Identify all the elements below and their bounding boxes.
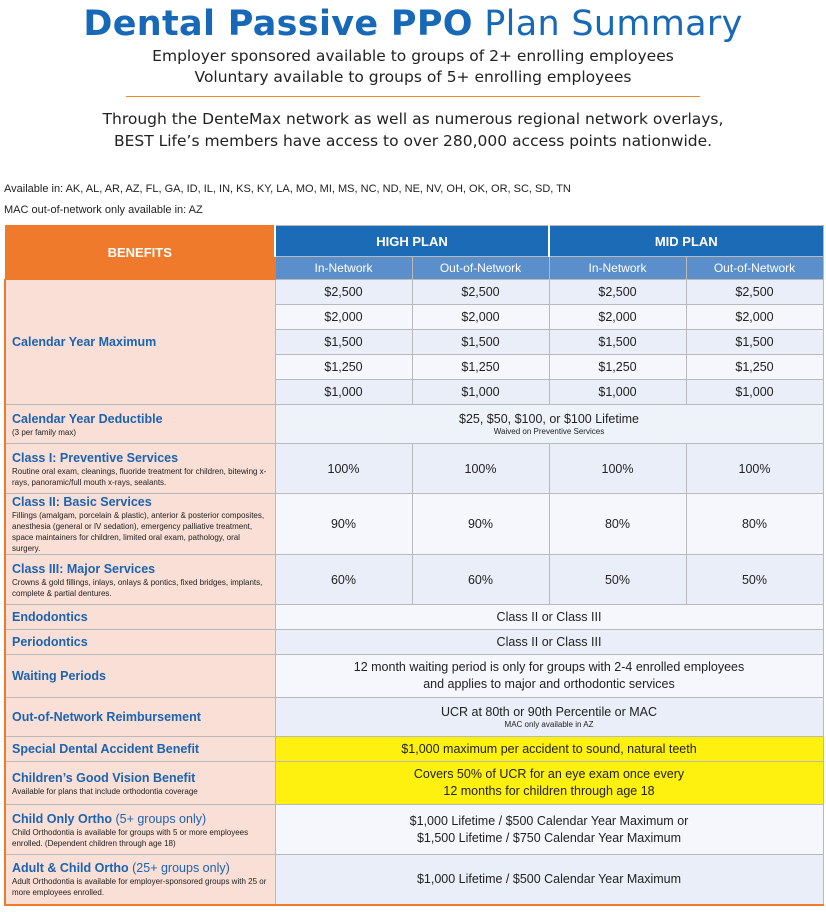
benefit-periodontics <box>5 630 275 655</box>
benefit-deductible <box>5 405 275 444</box>
table-cell: $1,250 <box>686 355 823 380</box>
table-cell: $1,500 <box>549 330 686 355</box>
subtitle-employer: Employer sponsored available to groups of 2+ enrolling employees <box>152 47 674 65</box>
mid-in-network-header: In-Network <box>549 257 686 280</box>
benefit-desc: Adult Orthodontia is available for employer-sponsored groups with 25 or more employees enrolled. <box>12 877 267 898</box>
high-in-network-header: In-Network <box>275 257 412 280</box>
table-cell: $1,500 <box>686 330 823 355</box>
table-cell: $2,000 <box>549 305 686 330</box>
table-cell: $1,500 <box>412 330 549 355</box>
table-cell: 50% <box>549 555 686 605</box>
high-out-network-header: Out-of-Network <box>412 257 549 280</box>
table-cell: 90% <box>275 494 412 555</box>
oon-amount: UCR at 80th or 90th Percentile or MAC <box>440 704 658 719</box>
benefit-name: Calendar Year Maximum <box>12 335 157 349</box>
available-states: Available in: AK, AL, AR, AZ, FL, GA, ID, IL, IN, KS, KY, LA, MO, MI, MS, NC, ND, NE, NV, OH, OK, OR, SC, SD, TN <box>4 183 571 195</box>
vision-line-1: Covers 50% of UCR for an eye exam once every <box>413 767 685 781</box>
subtitle-voluntary: Voluntary available to groups of 5+ enrolling employees <box>194 68 632 86</box>
child-ortho-line-2: $1,500 Lifetime / $750 Calendar Year Maximum <box>416 830 682 845</box>
benefit-desc: (3 per family max) <box>12 427 77 437</box>
table-cell: 100% <box>412 444 549 494</box>
benefit-adult-ortho <box>5 855 275 905</box>
table-cell: $1,250 <box>275 355 412 380</box>
benefit-name: Class I: Preventive Services <box>12 450 179 465</box>
table-cell: 100% <box>275 444 412 494</box>
benefit-desc: Available for plans that include orthodontia coverage <box>12 786 198 796</box>
adult-ortho-qualifier: (25+ groups only) <box>128 861 230 876</box>
mid-out-network-header: Out-of-Network <box>686 257 823 280</box>
childrens-vision-value <box>275 762 823 805</box>
benefit-name: Calendar Year Deductible <box>12 411 163 426</box>
table-cell: $1,000 <box>686 380 823 405</box>
vision-line-2: 12 months for children through age 18 <box>443 784 655 798</box>
waiting-line-1: 12 month waiting period is only for groups with 2-4 enrolled employees <box>353 660 745 674</box>
table-cell: $1,250 <box>549 355 686 380</box>
network-line-2: BEST Life’s members have access to over 280,000 access points nationwide. <box>113 132 713 150</box>
benefit-desc: Crowns & gold fillings, inlays, onlays & pontics, fixed bridges, implants, complete & partial dentures. <box>12 577 263 598</box>
benefit-name: Class II: Basic Services <box>12 495 152 509</box>
benefit-name: Endodontics <box>12 610 88 624</box>
deductible-amount: $25, $50, $100, or $100 Lifetime <box>459 411 639 426</box>
table-cell: $2,000 <box>412 305 549 330</box>
table-cell: $1,000 <box>412 380 549 405</box>
title-bold: Dental Passive PPO <box>83 4 473 44</box>
benefit-dental-accident <box>5 737 275 762</box>
oon-note: MAC only available in AZ <box>504 719 594 729</box>
table-cell: 100% <box>686 444 823 494</box>
title-normal: Plan Summary <box>472 4 743 44</box>
benefit-name: Out-of-Network Reimbursement <box>12 710 201 724</box>
benefits-header: BENEFITS <box>5 226 275 280</box>
table-cell: $1,000 <box>549 380 686 405</box>
benefit-desc: Child Orthodontia is available for groups with 5 or more employees enrolled. (Dependent children through age 18) <box>12 827 249 848</box>
benefit-endodontics <box>5 605 275 630</box>
benefit-name <box>12 811 269 827</box>
oon-value <box>275 698 823 737</box>
divider <box>126 96 700 97</box>
child-ortho-value <box>275 805 823 855</box>
benefit-name: Periodontics <box>12 635 88 649</box>
endodontics-value: Class II or Class III <box>275 605 823 630</box>
table-cell: $2,000 <box>686 305 823 330</box>
benefit-childrens-vision <box>5 762 275 805</box>
dental-accident-value: $1,000 maximum per accident to sound, natural teeth <box>275 737 823 762</box>
table-cell: 60% <box>412 555 549 605</box>
table-cell: 80% <box>549 494 686 555</box>
benefit-oon-reimbursement <box>5 698 275 737</box>
waiting-line-2: and applies to major and orthodontic services <box>423 677 675 691</box>
table-cell: 80% <box>686 494 823 555</box>
benefit-calendar-max <box>5 280 275 405</box>
benefit-child-ortho <box>5 805 275 855</box>
table-cell: $1,500 <box>275 330 412 355</box>
deductible-value <box>275 405 823 444</box>
table-cell: $1,000 <box>275 380 412 405</box>
table-cell: $2,500 <box>686 280 823 305</box>
benefit-class-2 <box>5 494 275 555</box>
adult-ortho-value: $1,000 Lifetime / $500 Calendar Year Maximum <box>275 855 823 905</box>
table-cell: $1,250 <box>412 355 549 380</box>
waiting-periods-value <box>275 655 823 698</box>
benefit-name <box>12 860 269 876</box>
page-title <box>0 2 826 46</box>
table-cell: $2,000 <box>275 305 412 330</box>
benefit-name: Children’s Good Vision Benefit <box>12 770 196 785</box>
benefit-name: Special Dental Accident Benefit <box>12 742 200 756</box>
plan-summary-table <box>4 225 824 906</box>
adult-ortho-name: Adult & Child Ortho <box>12 861 129 876</box>
table-cell: 60% <box>275 555 412 605</box>
benefit-class-1 <box>5 444 275 494</box>
child-ortho-line-1: $1,000 Lifetime / $500 Calendar Year Maximum or <box>409 813 689 828</box>
table-cell: 50% <box>686 555 823 605</box>
deductible-note: Waived on Preventive Services <box>493 426 605 436</box>
table-cell: $2,500 <box>549 280 686 305</box>
table-cell: 100% <box>549 444 686 494</box>
table-cell: $2,500 <box>275 280 412 305</box>
table-cell: 90% <box>412 494 549 555</box>
mid-plan-header: MID PLAN <box>549 226 823 257</box>
benefit-name: Class III: Major Services <box>12 561 156 576</box>
high-plan-header: HIGH PLAN <box>275 226 549 257</box>
table-cell: $2,500 <box>412 280 549 305</box>
benefit-class-3 <box>5 555 275 605</box>
benefit-desc: Fillings (amalgam, porcelain & plastic), anterior & posterior composites, anesthesia (general or IV sedation), emergency palliative treatment, space maintainers for children, limited oral exam, pathology, oral surgery. <box>12 511 265 553</box>
child-ortho-qualifier: (5+ groups only) <box>112 811 207 826</box>
benefit-desc: Routine oral exam, cleanings, fluoride treatment for children, bitewing x-rays, panoramic/full mouth x-rays, sealants. <box>12 466 267 487</box>
benefit-waiting-periods <box>5 655 275 698</box>
child-ortho-name: Child Only Ortho <box>12 811 112 826</box>
periodontics-value: Class II or Class III <box>275 630 823 655</box>
benefit-name: Waiting Periods <box>12 669 106 683</box>
network-line-1: Through the DenteMax network as well as numerous regional network overlays, <box>102 110 724 128</box>
mac-note: MAC out-of-network only available in: AZ <box>4 204 203 216</box>
